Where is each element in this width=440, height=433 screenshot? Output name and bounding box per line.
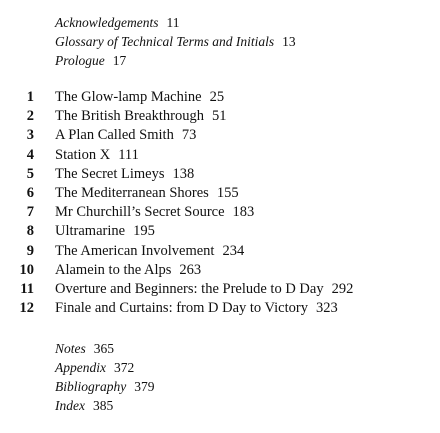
entry-page-number: 11 bbox=[166, 15, 180, 30]
entry-title: Glossary of Technical Terms and Initials bbox=[55, 34, 275, 49]
chapter-title: The British Breakthrough bbox=[55, 108, 205, 125]
chapter-page-number: 155 bbox=[216, 184, 239, 201]
chapter-page-number: 138 bbox=[172, 165, 195, 182]
front-matter-entry bbox=[55, 32, 296, 51]
chapter-number: 4 bbox=[26, 146, 34, 163]
chapter-number: 1 bbox=[26, 89, 34, 105]
entry-page-number: 13 bbox=[282, 34, 296, 49]
chapter-page-number: 323 bbox=[315, 300, 338, 317]
chapter-number: 12 bbox=[19, 300, 34, 317]
chapter-number: 2 bbox=[26, 108, 34, 125]
entry-title: Appendix bbox=[55, 360, 106, 375]
chapter-title: Alamein to the Alps bbox=[55, 261, 172, 278]
chapter-title: The Secret Limeys bbox=[55, 165, 165, 182]
entry-page-number: 17 bbox=[112, 53, 127, 68]
chapter-page-number: 25 bbox=[209, 89, 225, 105]
chapter-title: Finale and Curtains: from D Day to Victory bbox=[55, 300, 308, 317]
entry-title: Index bbox=[55, 398, 85, 413]
chapter-page-number: 292 bbox=[331, 280, 354, 297]
chapter-title: Overture and Beginners: the Prelude to D Day bbox=[55, 280, 324, 297]
entry-page-number: 365 bbox=[93, 341, 115, 356]
chapter-number: 6 bbox=[26, 184, 34, 201]
chapter-number: 11 bbox=[20, 280, 34, 297]
back-matter-entry bbox=[55, 396, 155, 415]
chapter-page-number: 263 bbox=[179, 261, 202, 278]
chapter-page-number: 73 bbox=[181, 127, 197, 144]
chapter-page-number: 51 bbox=[212, 108, 227, 125]
chapter-page-number: 111 bbox=[118, 146, 139, 163]
entry-title: Bibliography bbox=[55, 379, 127, 394]
chapter-title: Mr Churchill’s Secret Source bbox=[55, 204, 225, 221]
chapter-title: Station X bbox=[55, 146, 111, 163]
chapter-title: Ultramarine bbox=[55, 223, 126, 240]
chapter-number: 7 bbox=[26, 204, 34, 221]
entry-title: Notes bbox=[55, 341, 86, 356]
front-matter-entry bbox=[55, 13, 296, 32]
back-matter-entry bbox=[55, 358, 155, 377]
chapter-number: 9 bbox=[26, 242, 34, 259]
entry-title: Acknowledgements bbox=[55, 15, 159, 30]
chapter-title: The American Involvement bbox=[55, 242, 215, 259]
entry-page-number: 385 bbox=[92, 398, 114, 413]
chapter-number: 3 bbox=[26, 127, 34, 144]
chapter-title: The Glow-lamp Machine bbox=[55, 89, 202, 105]
chapter-title: A Plan Called Smith bbox=[55, 127, 174, 144]
chapter-page-number: 234 bbox=[222, 242, 245, 259]
entry-page-number: 379 bbox=[134, 379, 155, 394]
chapter-page-number: 195 bbox=[133, 223, 155, 240]
back-matter-list bbox=[55, 339, 155, 415]
front-matter-list bbox=[55, 13, 296, 70]
entry-title: Prologue bbox=[55, 53, 105, 68]
chapter-number: 10 bbox=[19, 261, 34, 278]
front-matter-entry bbox=[55, 51, 296, 70]
back-matter-entry bbox=[55, 339, 155, 358]
entry-page-number: 372 bbox=[113, 360, 135, 375]
chapter-number: 8 bbox=[26, 223, 34, 240]
back-matter-entry bbox=[55, 377, 155, 396]
chapter-title: The Mediterranean Shores bbox=[55, 184, 209, 201]
chapter-number: 5 bbox=[26, 165, 34, 182]
chapter-page-number: 183 bbox=[232, 204, 255, 221]
